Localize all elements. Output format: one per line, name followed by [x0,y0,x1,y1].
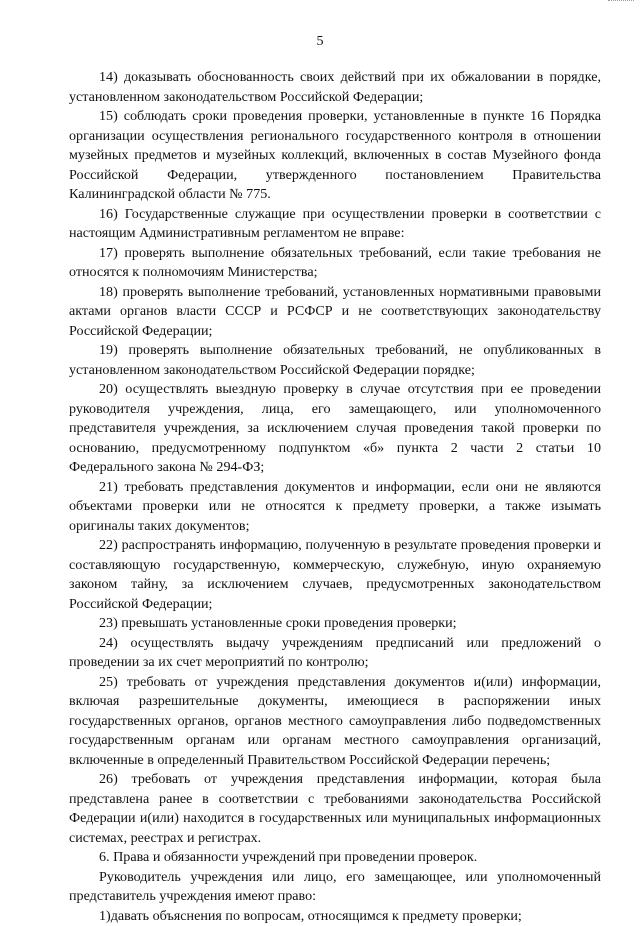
paragraph-18: 18) проверять выполнение требований, установленных нормативными правовыми актами органов власти СССР и РСФСР и не соответствующих законодательству Российской Федерации; [69,283,601,342]
scan-corner-mark [608,0,634,4]
document-body [69,68,601,926]
rights-intro-paragraph: Руководитель учреждения или лицо, его замещающее, или уполномоченный представитель учреждения имеют право: [69,868,601,907]
paragraph-17: 17) проверять выполнение обязательных требований, если такие требования не относятся к полномочиям Министерства; [69,244,601,283]
paragraph-15: 15) соблюдать сроки проведения проверки, установленные в пункте 16 Порядка организации осуществления регионального государственного контроля в отношении музейных предметов и музейных коллекций, включенных в состав Музейного фонда Российской Федерации, утвержденного постановлением Правительства Калининградской области № 775. [69,107,601,205]
page-number: 5 [0,34,640,50]
paragraph-14: 14) доказывать обоснованность своих действий при их обжаловании в порядке, установленном законодательством Российской Федерации; [69,68,601,107]
paragraph-24: 24) осуществлять выдачу учреждениям предписаний или предложений о проведении за их счет мероприятий по контролю; [69,634,601,673]
paragraph-22: 22) распространять информацию, полученную в результате проведения проверки и составляющую государственную, коммерческую, служебную, иную охраняемую законом тайну, за исключением случаев, предусмотренных законодательством Российской Федерации; [69,536,601,614]
section-6-heading: 6. Права и обязанности учреждений при проведении проверок. [69,848,601,868]
paragraph-16: 16) Государственные служащие при осуществлении проверки в соответствии с настоящим Административным регламентом не вправе: [69,205,601,244]
rights-item-1: 1)давать объяснения по вопросам, относящимся к предмету проверки; [69,907,601,926]
paragraph-23: 23) превышать установленные сроки проведения проверки; [69,614,601,634]
paragraph-19: 19) проверять выполнение обязательных требований, не опубликованных в установленном законодательством Российской Федерации порядке; [69,341,601,380]
paragraph-20: 20) осуществлять выездную проверку в случае отсутствия при ее проведении руководителя учреждения, лица, его замещающего, или уполномоченного представителя учреждения, за исключением случая проведения такой проверки по основанию, предусмотренному подпунктом «б» пункта 2 части 2 статьи 10 Федерального закона № 294-ФЗ; [69,380,601,478]
paragraph-26: 26) требовать от учреждения представления информации, которая была представлена ранее в соответствии с требованиями законодательства Российской Федерации и(или) находится в государственных или муниципальных информационных системах, реестрах и регистрах. [69,770,601,848]
paragraph-25: 25) требовать от учреждения представления документов и(или) информации, включая разрешительные документы, имеющиеся в распоряжении иных государственных органов, органов местного самоуправления либо подведомственных государственным органам или органам местного самоуправления организаций, включенные в определенный Правительством Российской Федерации перечень; [69,673,601,771]
paragraph-21: 21) требовать представления документов и информации, если они не являются объектами проверки или не относятся к предмету проверки, а также изымать оригиналы таких документов; [69,478,601,537]
